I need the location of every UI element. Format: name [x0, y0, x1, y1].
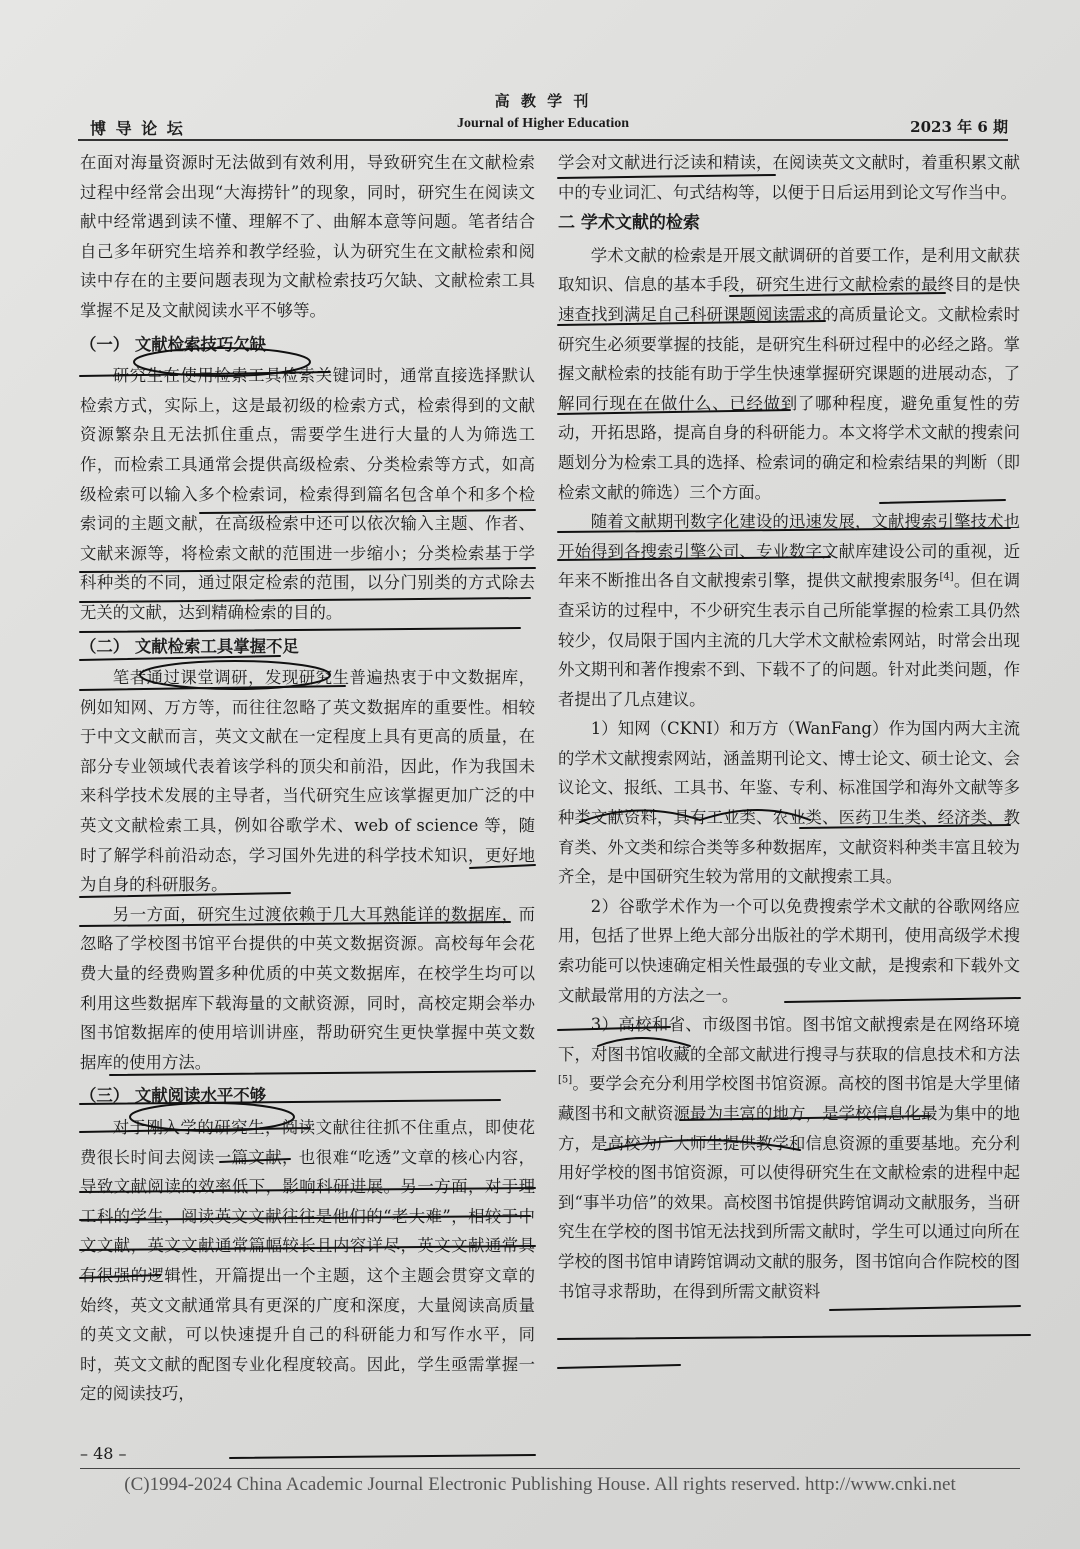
journal-title-en: Journal of Higher Education	[456, 116, 630, 131]
running-header	[78, 90, 1008, 140]
right-paragraph-6-text-a: 3）高校和省、市级图书馆。图书馆文献搜索是在网络环境下，对图书馆收藏的全部文献进行搜寻与获取的信息技术和方法	[558, 1015, 1020, 1064]
left-paragraph-3: 笔者通过课堂调研，发现研究生普遍热衷于中文数据库，例如知网、万方等，而往往忽略了英文数据库的重要性。相较于中文文献而言，英文文献在一定程度上具有更高的质量，在部分专业领域代表着该学科的顶尖和前沿，因此，作为我国未来科学技术发展的主导者，当代研究生应该掌握更加广泛的中英文文献检索工具，例如谷歌学术、web of science 等，随时了解学科前沿动态，学习国外先进的科学技术知识，更好地为自身的科研服务。	[80, 668, 535, 895]
underline-left-16	[230, 1455, 535, 1458]
copyright-line: (C)1994-2024 China Academic Journal Electronic Publishing House. All rights reserved. http://www.cnki.net	[124, 1474, 956, 1495]
right-paragraph-4: 1）知网（CKNI）和万方（WanFang）作为国内两大主流的学术文献搜索网站，涵盖期刊论文、博士论文、硕士论文、会议论文、报纸、工具书、年鉴、专利、标准国学和海外文献等多种类文献资料，具有工业类、农业类、医药卫生类、经济类、教育类、外文类和综合类等多种数据库，文献资料种类丰富且较为齐全，是中国研究生较为常用的文献搜索工具。	[558, 719, 1020, 887]
heading-reading-level: （三） 文献阅读水平不够	[80, 1086, 267, 1106]
right-paragraph-5: 2）谷歌学术作为一个可以免费搜索学术文献的谷歌网络应用，包括了世界上绝大部分出版社的学术期刊，使用高级学术搜索功能可以快速确定相关性最强的专业文献，是搜索和下载外文文献最常用的方法之一。	[558, 896, 1020, 1005]
left-paragraph-5: 对于刚入学的研究生，阅读文献往往抓不住重点，即使花费很长时间去阅读一篇文献，也很难“吃透”文章的核心内容，导致文献阅读的效率低下，影响科研进展。另一方面，对于理工科的学生，阅读英文文献往往是他们的“老大难”，相较于中文文献，英文文献通常篇幅较长且内容详尽，英文文献通常具有很强的逻辑性，开篇提出一个主题，这个主题会贯穿文章的始终，英文文献通常具有更深的广度和深度，大量阅读高质量的英文文献，可以快速提升自己的科研能力和写作水平，同时，英文文献的配图专业化程度较高。因此，学生亟需掌握一定的阅读技巧，	[80, 1118, 535, 1404]
footer-rule	[80, 1468, 1020, 1469]
right-paragraph-3-text-a: 随着文献期刊数字化建设的迅速发展，文献搜索引擎技术也开始得到各搜索引擎公司、专业数字文献库建设公司的重视，近年来不断推出各自文献搜索引擎，提供文献搜索服务	[558, 512, 1020, 591]
header-rule	[78, 139, 1008, 141]
underline-right-13	[558, 1335, 1030, 1339]
section-heading-literature-search: 二 学术文献的检索	[558, 213, 700, 234]
issue-number: 2023 年 6 期	[910, 118, 1008, 136]
left-paragraph-4: 另一方面，研究生过渡依赖于几大耳熟能详的数据库，而忽略了学校图书馆平台提供的中英文数据资源。高校每年会花费大量的经费购置多种优质的中英文数据库，在校学生均可以利用这些数据库下载海量的文献资源，同时，高校定期会举办图书馆数据库的使用培训讲座，帮助研究生更快掌握中英文数据库的使用方法。	[80, 904, 535, 1072]
heading-search-skills: （一） 文献检索技巧欠缺	[80, 334, 267, 354]
citation-4: [4]	[939, 571, 954, 583]
citation-5: [5]	[558, 1074, 573, 1086]
right-paragraph-3	[558, 507, 1020, 714]
right-paragraph-3-text-b: 。但在调查采访的过程中，不少研究生表示自己所能掌握的检索工具仍然较少，仅局限于国内主流的几大学术文献检索网站，时常会出现外文期刊和著作搜索不到、下载不了的问题。针对此类问题，作者提出了几点建议。	[558, 571, 1021, 709]
heading-search-tools: （二） 文献检索工具掌握不足	[80, 636, 299, 656]
page-number: – 48 –	[80, 1444, 127, 1463]
right-column	[558, 148, 1020, 1306]
left-column	[80, 148, 535, 1409]
underline-right-12	[830, 1306, 1020, 1310]
journal-title-cn: 高 教 学 刊	[494, 92, 592, 110]
section-name: 博 导 论 坛	[90, 119, 185, 138]
left-paragraph-2: 研究生在使用检索工具检索关键词时，通常直接选择默认检索方式，实际上，这是最初级的检索方式，检索得到的文献资源繁杂且无法抓住重点，需要学生进行大量的人为筛选工作，而检索工具通常会提供高级检索、分类检索等方式，如高级检索可以输入多个检索词，检索得到篇名包含单个和多个检索词的主题文献，在高级检索中还可以依次输入主题、作者、文献来源等，将检索文献的范围进一步缩小；分类检索基于学科种类的不同，通过限定检索的范围，以分门别类的方式除去无关的文献，达到精确检索的目的。	[80, 366, 535, 622]
right-paragraph-1: 学会对文献进行泛读和精读，在阅读英文文献时，着重积累文献中的专业词汇、句式结构等，以便于日后运用到论文写作当中。	[558, 153, 1020, 202]
left-paragraph-1: 在面对海量资源时无法做到有效利用，导致研究生在文献检索过程中经常会出现“大海捞针”的现象，同时，研究生在阅读文献中经常遇到读不懂、理解不了、曲解本意等问题。笔者结合自己多年研究生培养和教学经验，认为研究生在文献检索和阅读中存在的主要问题表现为文献检索技巧欠缺、文献检索工具掌握不足及文献阅读水平不够等。	[80, 153, 535, 320]
underline-right-14	[558, 1365, 680, 1368]
right-paragraph-2: 学术文献的检索是开展文献调研的首要工作，是利用文献获取知识、信息的基本手段，研究生进行文献检索的最终目的是快速查找到满足自己科研课题阅读需求的高质量论文。文献检索时研究生必须要掌握的技能，是研究生科研过程中的必经之路。掌握文献检索的技能有助于学生快速掌握研究课题的进展动态，了解同行现在在做什么、已经做到了哪种程度，避免重复性的劳动，开拓思路，提高自身的科研能力。本文将学术文献的搜索问题划分为检索工具的选择、检索词的确定和检索结果的判断（即检索文献的筛选）三个方面。	[558, 245, 1020, 502]
right-paragraph-6-text-b: 。要学会充分利用学校图书馆资源。高校的图书馆是大学里储藏图书和文献资源最为丰富的地方，是学校信息化最为集中的地方，是高校为广大师生提供教学和信息资源的重要基地。充分利用好学校的图书馆资源，可以使得研究生在文献检索的进程中起到“事半功倍”的效果。高校图书馆提供跨馆调动文献服务，当研究生在学校的图书馆无法找到所需文献时，学生可以通过向所在学校的图书馆申请跨馆调动文献的服务，图书馆向合作院校的图书馆寻求帮助，在得到所需文献资料	[558, 1074, 1020, 1301]
right-paragraph-6	[558, 1010, 1020, 1306]
